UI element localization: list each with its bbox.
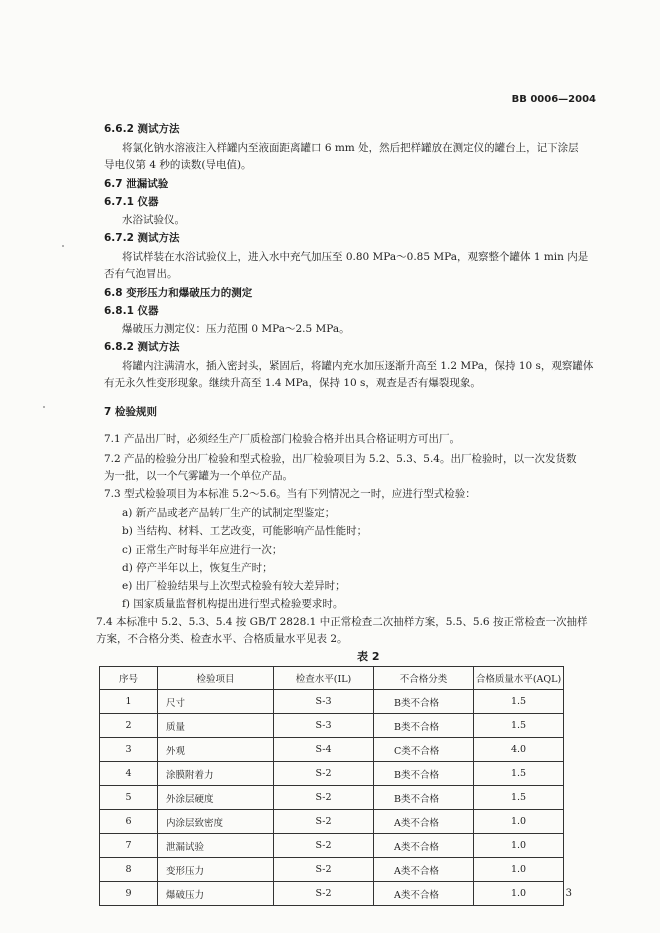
cell-level: S-3 bbox=[274, 690, 374, 714]
page-number: 3 bbox=[565, 888, 572, 899]
cell-level: S-3 bbox=[274, 714, 374, 738]
cell-level: S-2 bbox=[274, 810, 374, 834]
cell-level: S-2 bbox=[274, 786, 374, 810]
cell-item: 爆破压力 bbox=[158, 882, 274, 906]
cell-no: 3 bbox=[100, 738, 158, 762]
cell-class: B类不合格 bbox=[374, 690, 474, 714]
paragraph-line: 为一批，以一个气雾罐为一个单位产品。 bbox=[104, 470, 293, 482]
cell-item: 外观 bbox=[158, 738, 274, 762]
section-heading-6-7-2: 6.7.2 测试方法 bbox=[104, 232, 180, 244]
cell-aql: 1.0 bbox=[474, 810, 564, 834]
cell-class: B类不合格 bbox=[374, 714, 474, 738]
cell-class: B类不合格 bbox=[374, 786, 474, 810]
cell-no: 5 bbox=[100, 786, 158, 810]
cell-no: 7 bbox=[100, 834, 158, 858]
cell-class: A类不合格 bbox=[374, 834, 474, 858]
section-heading-6-8-1: 6.8.1 仪器 bbox=[104, 305, 159, 317]
paragraph-line: 导电仪第 4 秒的读数(导电值)。 bbox=[104, 159, 252, 171]
section-heading-6-6-2: 6.6.2 测试方法 bbox=[104, 123, 180, 135]
paragraph-line: 7.1 产品出厂时，必须经生产厂质检部门检验合格并出具合格证明方可出厂。 bbox=[104, 433, 461, 445]
cell-item: 尺寸 bbox=[158, 690, 274, 714]
paragraph-line: 将试样装在水浴试验仪上，进入水中充气加压至 0.80 MPa～0.85 MPa，观察整个罐体 1 min 内是 bbox=[122, 251, 589, 263]
section-heading-6-7-1: 6.7.1 仪器 bbox=[104, 196, 159, 208]
cell-class: B类不合格 bbox=[374, 762, 474, 786]
list-item: b) 当结构、材料、工艺改变，可能影响产品性能时； bbox=[122, 525, 368, 537]
cell-aql: 1.5 bbox=[474, 714, 564, 738]
cell-aql: 1.5 bbox=[474, 786, 564, 810]
cell-no: 9 bbox=[100, 882, 158, 906]
cell-level: S-2 bbox=[274, 762, 374, 786]
col-header-no: 序号 bbox=[100, 667, 158, 690]
section-heading-6-7: 6.7 泄漏试验 bbox=[104, 178, 169, 190]
cell-no: 6 bbox=[100, 810, 158, 834]
list-item: c) 正常生产时每半年应进行一次； bbox=[122, 544, 283, 556]
paragraph-line: 有无永久性变形现象。继续升高至 1.4 MPa，保持 10 s，观查是否有爆裂现象。 bbox=[104, 377, 481, 389]
cell-item: 变形压力 bbox=[158, 858, 274, 882]
col-header-aql: 合格质量水平(AQL) bbox=[474, 667, 564, 690]
paragraph-line: 否有气泡冒出。 bbox=[104, 268, 178, 280]
cell-no: 4 bbox=[100, 762, 158, 786]
cell-item: 涂膜附着力 bbox=[158, 762, 274, 786]
cell-aql: 1.0 bbox=[474, 834, 564, 858]
scan-speck bbox=[43, 406, 45, 408]
table-row bbox=[100, 858, 564, 882]
table-row bbox=[100, 690, 564, 714]
scan-speck bbox=[62, 245, 64, 247]
table-row bbox=[100, 714, 564, 738]
paragraph-line: 将罐内注满清水，插入密封头，紧固后，将罐内充水加压逐渐升高至 1.2 MPa，保持 10 s，观察罐体 bbox=[122, 360, 594, 372]
paragraph-line: 爆破压力测定仪：压力范围 0 MPa～2.5 MPa。 bbox=[122, 323, 350, 335]
list-item: d) 停产半年以上，恢复生产时； bbox=[122, 562, 273, 574]
cell-level: S-2 bbox=[274, 834, 374, 858]
table-row bbox=[100, 738, 564, 762]
list-item: e) 出厂检验结果与上次型式检验有较大差异时； bbox=[122, 580, 346, 592]
cell-aql: 1.5 bbox=[474, 690, 564, 714]
table-row bbox=[100, 834, 564, 858]
cell-aql: 1.0 bbox=[474, 858, 564, 882]
cell-class: A类不合格 bbox=[374, 882, 474, 906]
section-heading-6-8: 6.8 变形压力和爆破压力的测定 bbox=[104, 287, 253, 299]
cell-item: 质量 bbox=[158, 714, 274, 738]
col-header-class: 不合格分类 bbox=[374, 667, 474, 690]
cell-aql: 1.0 bbox=[474, 882, 564, 906]
table-row bbox=[100, 786, 564, 810]
paragraph-line: 7.3 型式检验项目为本标准 5.2～5.6。当有下列情况之一时，应进行型式检验： bbox=[104, 488, 476, 500]
list-item: a) 新产品或老产品转厂生产的试制定型鉴定； bbox=[122, 507, 336, 519]
table-row bbox=[100, 762, 564, 786]
paragraph-line: 将氯化钠水溶液注入样罐内至液面距离罐口 6 mm 处，然后把样罐放在测定仪的罐台上，记下涂层 bbox=[122, 142, 579, 154]
table-row bbox=[100, 810, 564, 834]
table-title: 表 2 bbox=[357, 650, 380, 663]
cell-aql: 1.5 bbox=[474, 762, 564, 786]
cell-level: S-2 bbox=[274, 858, 374, 882]
cell-item: 内涂层致密度 bbox=[158, 810, 274, 834]
standard-code: BB 0006—2004 bbox=[511, 94, 596, 105]
col-header-item: 检验项目 bbox=[158, 667, 274, 690]
cell-no: 1 bbox=[100, 690, 158, 714]
cell-item: 外涂层硬度 bbox=[158, 786, 274, 810]
paragraph-line: 7.4 本标准中 5.2、5.3、5.4 按 GB/T 2828.1 中正常检查二次抽样方案，5.5、5.6 按正常检查一次抽样 bbox=[96, 616, 588, 628]
cell-class: A类不合格 bbox=[374, 810, 474, 834]
section-heading-7: 7 检验规则 bbox=[104, 406, 157, 418]
paragraph-line: 7.2 产品的检验分出厂检验和型式检验，出厂检验项目为 5.2、5.3、5.4。出厂检验时，以一次发货数 bbox=[104, 453, 577, 465]
table-row bbox=[100, 882, 564, 906]
cell-class: C类不合格 bbox=[374, 738, 474, 762]
col-header-level: 检查水平(IL) bbox=[274, 667, 374, 690]
cell-no: 8 bbox=[100, 858, 158, 882]
list-item: f) 国家质量监督机构提出进行型式检验要求时。 bbox=[122, 598, 344, 610]
paragraph-line: 水浴试验仪。 bbox=[122, 214, 185, 226]
cell-class: A类不合格 bbox=[374, 858, 474, 882]
cell-item: 泄漏试验 bbox=[158, 834, 274, 858]
cell-aql: 4.0 bbox=[474, 738, 564, 762]
cell-level: S-4 bbox=[274, 738, 374, 762]
section-heading-6-8-2: 6.8.2 测试方法 bbox=[104, 341, 180, 353]
paragraph-line: 方案，不合格分类、检查水平、合格质量水平见表 2。 bbox=[96, 633, 348, 645]
table-header-row bbox=[100, 667, 564, 690]
inspection-table bbox=[99, 666, 564, 906]
cell-no: 2 bbox=[100, 714, 158, 738]
cell-level: S-2 bbox=[274, 882, 374, 906]
